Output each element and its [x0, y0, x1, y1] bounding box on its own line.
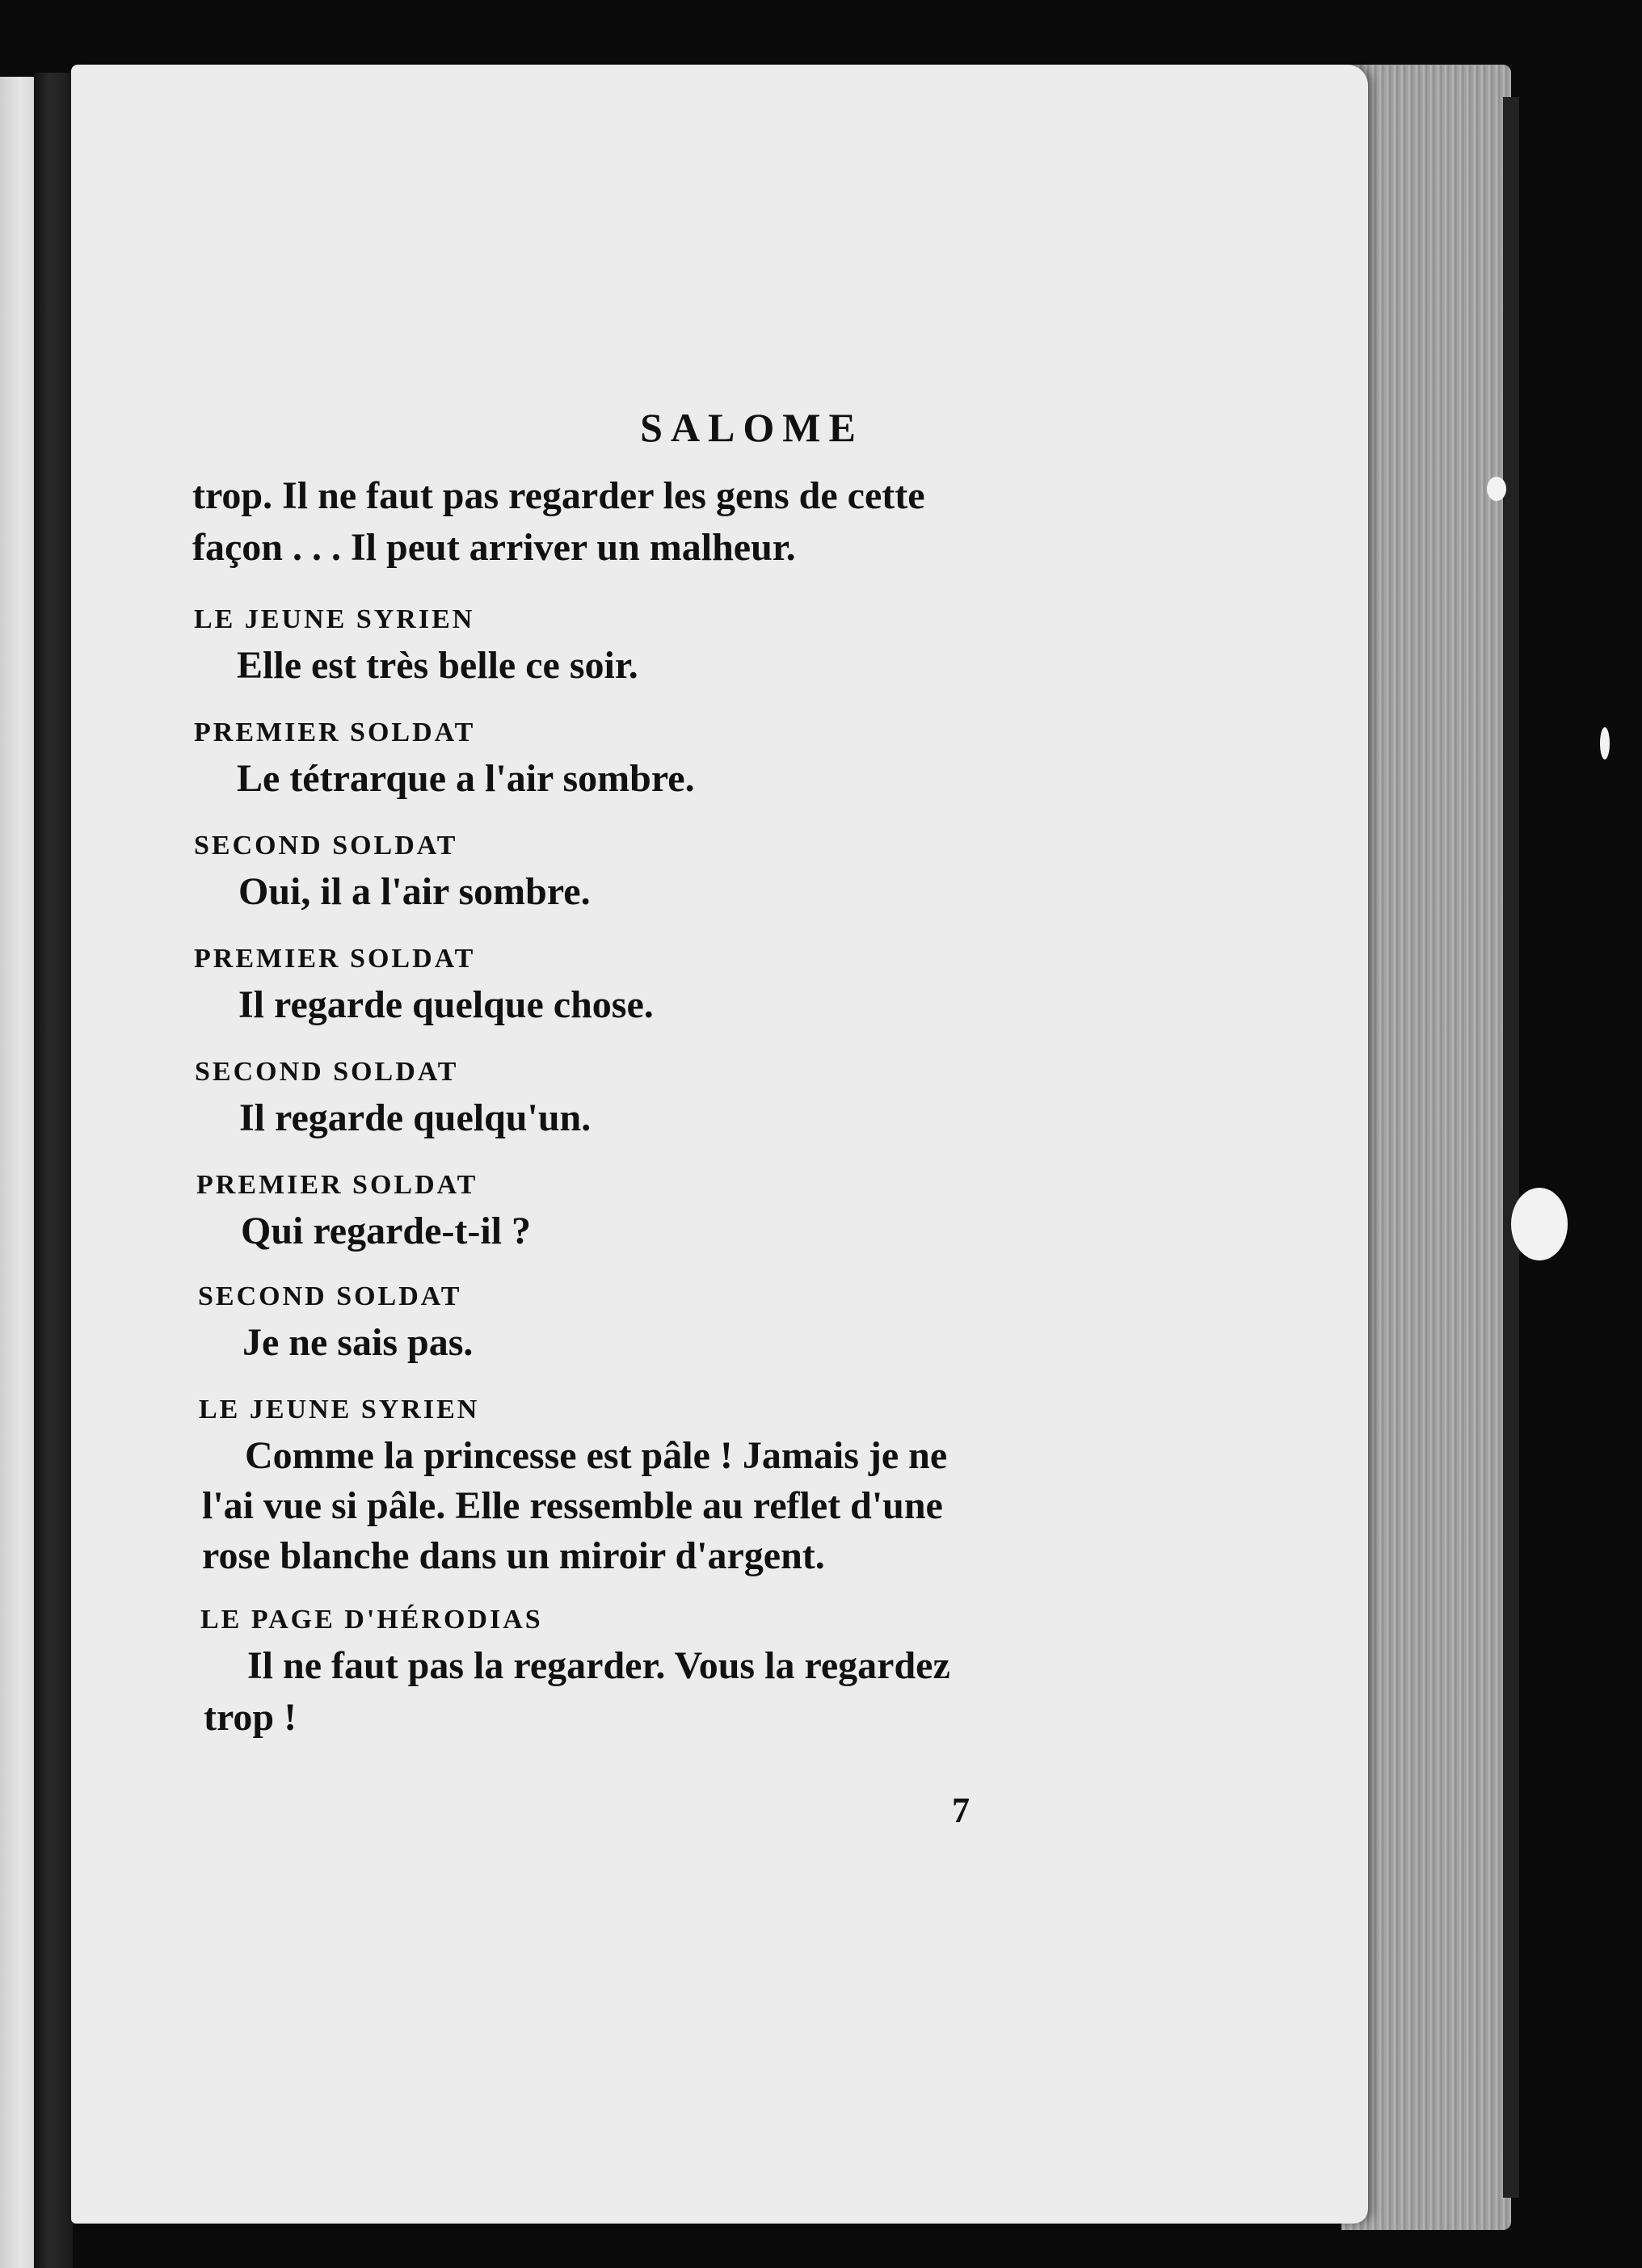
- speaker-label: SECOND SOLDAT: [198, 1281, 462, 1311]
- dialogue-line: Oui, il a l'air sombre.: [238, 870, 591, 913]
- speaker-label: PREMIER SOLDAT: [194, 717, 476, 747]
- speaker-label: PREMIER SOLDAT: [194, 944, 476, 974]
- dialogue-line: Je ne sais pas.: [242, 1321, 474, 1364]
- speaker-label: SECOND SOLDAT: [194, 831, 458, 860]
- book-page: [71, 65, 1368, 2224]
- dialogue-line: Elle est très belle ce soir.: [237, 644, 638, 687]
- book-gutter: [34, 73, 73, 2268]
- scan-speck: [1511, 1188, 1568, 1260]
- speaker-label: LE JEUNE SYRIEN: [199, 1395, 480, 1424]
- dialogue-line: rose blanche dans un miroir d'argent.: [202, 1534, 825, 1577]
- text-line: trop. Il ne faut pas regarder les gens de cette: [192, 474, 925, 517]
- dialogue-line: l'ai vue si pâle. Elle ressemble au reflet d'une: [202, 1484, 943, 1527]
- page-edges-shadow: [1503, 97, 1519, 2198]
- text-line: façon . . . Il peut arriver un malheur.: [192, 526, 796, 569]
- scan-speck: [1487, 477, 1506, 501]
- dialogue-line: Il regarde quelque chose.: [238, 983, 654, 1026]
- facing-page-edge: [0, 77, 34, 2268]
- speaker-label: LE PAGE D'HÉRODIAS: [200, 1605, 543, 1635]
- dialogue-line: Il ne faut pas la regarder. Vous la regardez: [247, 1644, 950, 1687]
- speaker-label: LE JEUNE SYRIEN: [194, 604, 475, 634]
- dialogue-line: trop !: [204, 1696, 297, 1739]
- scan-speck: [1600, 727, 1610, 760]
- dialogue-line: Le tétrarque a l'air sombre.: [237, 757, 695, 800]
- dialogue-line: Comme la princesse est pâle ! Jamais je ne: [245, 1434, 948, 1477]
- page-number: 7: [952, 1790, 970, 1830]
- speaker-label: PREMIER SOLDAT: [196, 1170, 478, 1200]
- running-header: SALOME: [640, 405, 864, 450]
- page-text: [71, 65, 1368, 2224]
- dialogue-line: Qui regarde-t-il ?: [241, 1210, 532, 1252]
- speaker-label: SECOND SOLDAT: [195, 1057, 459, 1087]
- dialogue-line: Il regarde quelqu'un.: [239, 1096, 592, 1139]
